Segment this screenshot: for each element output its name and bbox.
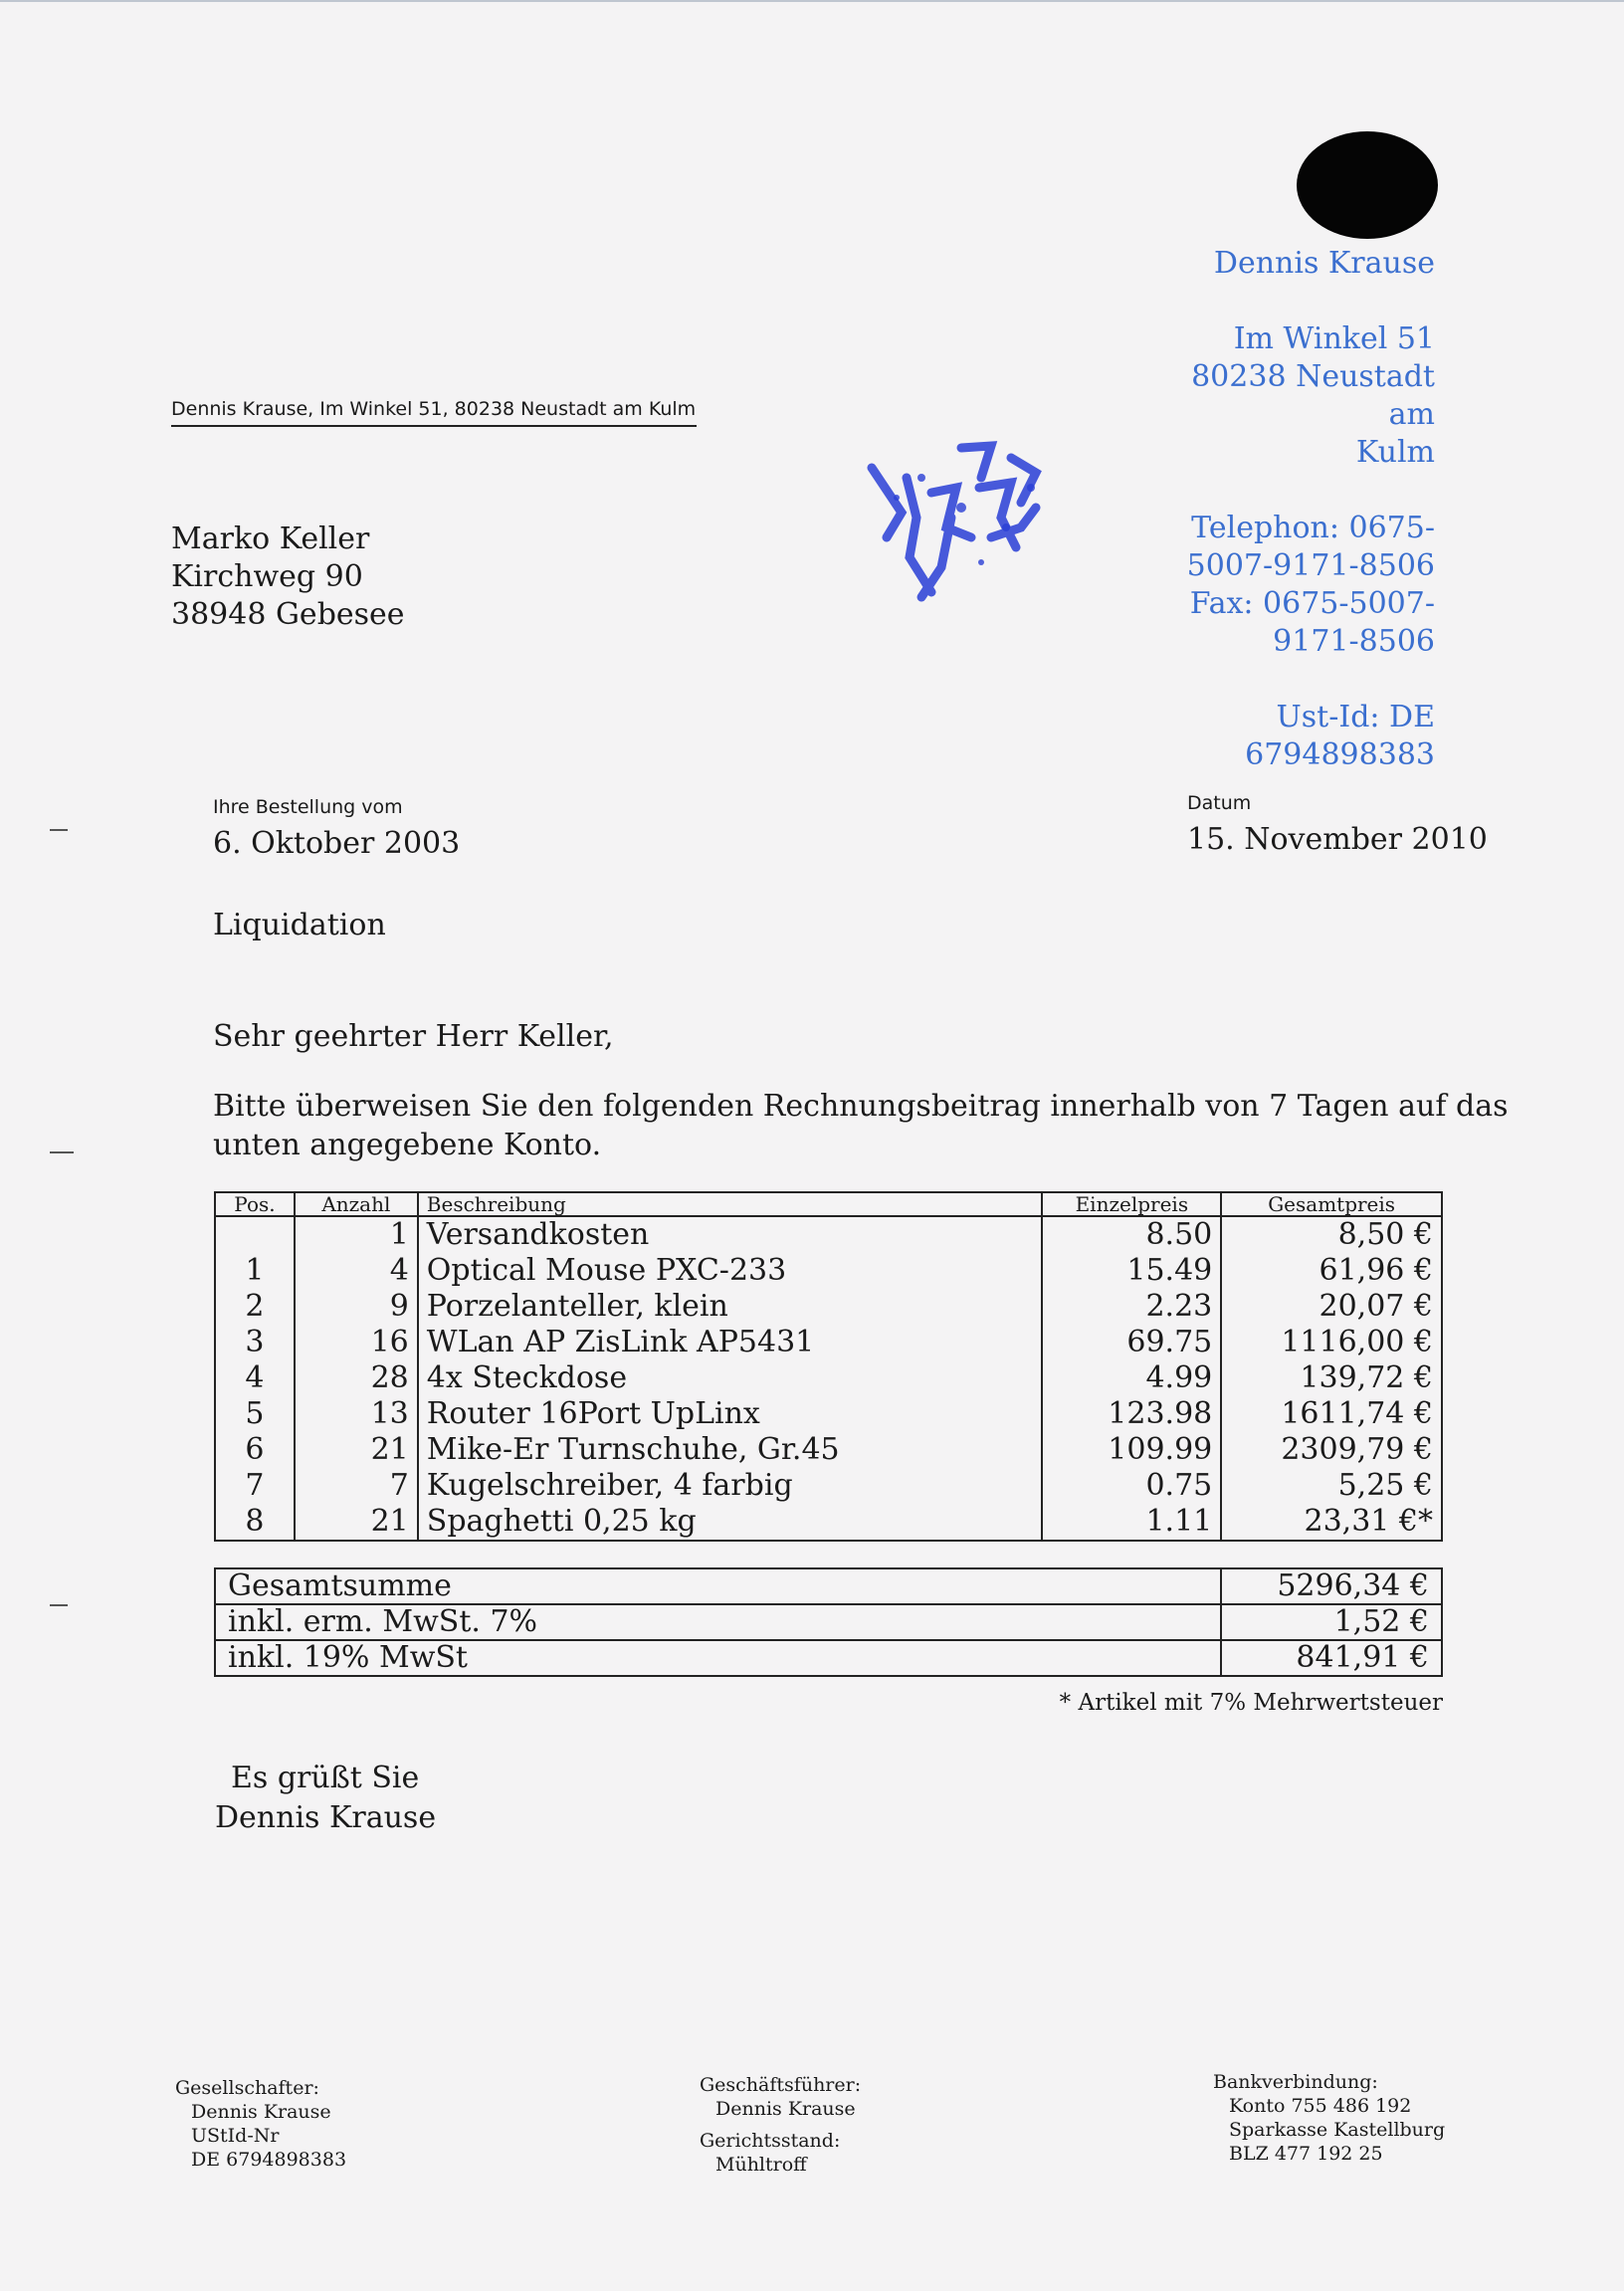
intro-line-2: unten angegebene Konto. <box>213 1128 602 1162</box>
sender-city-2: Kulm <box>1355 435 1435 470</box>
closing-greeting: Es grüßt Sie <box>231 1761 420 1795</box>
cell-total: 5,25 € <box>1221 1468 1442 1504</box>
cell-total: 23,31 €* <box>1221 1504 1442 1541</box>
footer-management-name: Dennis Krause <box>715 2098 856 2120</box>
cell-qty: 16 <box>295 1325 418 1360</box>
header-unit: Einzelpreis <box>1042 1192 1221 1216</box>
footer-management-title: Geschäftsführer: <box>700 2074 862 2096</box>
header-pos: Pos. <box>215 1192 295 1216</box>
sender-phone-2: 5007-9171-8506 <box>1186 548 1435 583</box>
recipient-name: Marko Keller <box>171 521 370 556</box>
footer-partners-title: Gesellschafter: <box>175 2077 319 2099</box>
cell-desc: Porzelanteller, klein <box>418 1289 1043 1325</box>
vat19-label: inkl. 19% MwSt <box>215 1640 1221 1676</box>
cell-total: 61,96 € <box>1221 1253 1442 1289</box>
redaction-mark <box>1297 131 1438 239</box>
footer-bank-account: Konto 755 486 192 <box>1229 2095 1412 2117</box>
header-total: Gesamtpreis <box>1221 1192 1442 1216</box>
cell-unit: 2.23 <box>1042 1289 1221 1325</box>
cell-unit: 0.75 <box>1042 1468 1221 1504</box>
footer-bank <box>1213 2070 1445 2166</box>
intro-text <box>213 1087 1508 1164</box>
total-row <box>215 1568 1442 1604</box>
cell-unit: 109.99 <box>1042 1432 1221 1468</box>
page-top-edge <box>0 0 1624 2</box>
sender-street: Im Winkel 51 <box>1233 321 1435 356</box>
invoice-date: 15. November 2010 <box>1187 822 1488 857</box>
table-row <box>215 1216 1442 1253</box>
cell-unit: 69.75 <box>1042 1325 1221 1360</box>
vat7-label: inkl. erm. MwSt. 7% <box>215 1604 1221 1640</box>
footer-partners <box>175 2076 346 2172</box>
totals-table <box>214 1567 1443 1677</box>
table-row <box>215 1396 1442 1432</box>
cell-pos <box>215 1216 295 1253</box>
cell-desc: Spaghetti 0,25 kg <box>418 1504 1043 1541</box>
footer-court-value: Mühltroff <box>715 2154 807 2176</box>
sender-block <box>1136 245 1435 774</box>
return-address-rule <box>171 425 697 427</box>
cell-qty: 1 <box>295 1216 418 1253</box>
table-row <box>215 1432 1442 1468</box>
cell-desc: Router 16Port UpLinx <box>418 1396 1043 1432</box>
order-label: Ihre Bestellung vom <box>213 796 403 818</box>
recipient-street: Kirchweg 90 <box>171 559 363 594</box>
intro-line-1: Bitte überweisen Sie den folgenden Rechnungsbeitrag innerhalb von 7 Tagen auf das <box>213 1089 1509 1124</box>
vat7-row <box>215 1604 1442 1640</box>
table-row <box>215 1325 1442 1360</box>
footer-partners-name: Dennis Krause <box>191 2101 331 2123</box>
items-table <box>214 1191 1443 1542</box>
cell-qty: 21 <box>295 1432 418 1468</box>
sender-fax-1: Fax: 0675-5007- <box>1189 586 1435 621</box>
cell-pos: 4 <box>215 1360 295 1396</box>
cell-total: 139,72 € <box>1221 1360 1442 1396</box>
cell-unit: 15.49 <box>1042 1253 1221 1289</box>
table-header-row <box>215 1192 1442 1216</box>
recipient-city: 38948 Gebesee <box>171 597 405 632</box>
sender-city-1: 80238 Neustadt am <box>1191 359 1435 432</box>
cell-total: 8,50 € <box>1221 1216 1442 1253</box>
cell-total: 1116,00 € <box>1221 1325 1442 1360</box>
footer-ustid-value: DE 6794898383 <box>191 2149 347 2171</box>
table-row <box>215 1360 1442 1396</box>
vat19-row <box>215 1640 1442 1676</box>
sender-name: Dennis Krause <box>1213 246 1435 281</box>
return-address: Dennis Krause, Im Winkel 51, 80238 Neustadt am Kulm <box>171 398 697 420</box>
cell-qty: 13 <box>295 1396 418 1432</box>
order-date: 6. Oktober 2003 <box>213 826 461 861</box>
sender-phone-1: Telephon: 0675- <box>1191 511 1435 545</box>
cell-qty: 28 <box>295 1360 418 1396</box>
vat7-value: 1,52 € <box>1221 1604 1442 1640</box>
ink-stamp <box>862 418 1061 607</box>
cell-pos: 3 <box>215 1325 295 1360</box>
vat19-value: 841,91 € <box>1221 1640 1442 1676</box>
cell-total: 1611,74 € <box>1221 1396 1442 1432</box>
punch-mark <box>50 1151 74 1153</box>
cell-total: 20,07 € <box>1221 1289 1442 1325</box>
footer-bank-blz: BLZ 477 192 25 <box>1229 2143 1383 2165</box>
table-row <box>215 1253 1442 1289</box>
cell-unit: 123.98 <box>1042 1396 1221 1432</box>
cell-pos: 5 <box>215 1396 295 1432</box>
header-desc: Beschreibung <box>418 1192 1043 1216</box>
header-qty: Anzahl <box>295 1192 418 1216</box>
cell-total: 2309,79 € <box>1221 1432 1442 1468</box>
footer-bank-title: Bankverbindung: <box>1213 2071 1378 2093</box>
cell-desc: Versandkosten <box>418 1216 1043 1253</box>
cell-desc: Optical Mouse PXC-233 <box>418 1253 1043 1289</box>
cell-qty: 4 <box>295 1253 418 1289</box>
cell-pos: 6 <box>215 1432 295 1468</box>
sender-ustid-1: Ust-Id: DE <box>1276 700 1435 734</box>
table-row <box>215 1468 1442 1504</box>
cell-pos: 8 <box>215 1504 295 1541</box>
cell-desc: Mike-Er Turnschuhe, Gr.45 <box>418 1432 1043 1468</box>
cell-pos: 2 <box>215 1289 295 1325</box>
subject: Liquidation <box>213 908 386 942</box>
cell-pos: 7 <box>215 1468 295 1504</box>
total-label: Gesamtsumme <box>215 1568 1221 1604</box>
cell-unit: 8.50 <box>1042 1216 1221 1253</box>
cell-qty: 7 <box>295 1468 418 1504</box>
fold-mark-top <box>50 829 68 831</box>
table-row <box>215 1289 1442 1325</box>
closing-name: Dennis Krause <box>215 1800 437 1835</box>
salutation: Sehr geehrter Herr Keller, <box>213 1019 614 1054</box>
cell-desc: Kugelschreiber, 4 farbig <box>418 1468 1043 1504</box>
footer-bank-name: Sparkasse Kastellburg <box>1229 2119 1446 2141</box>
sender-ustid-2: 6794898383 <box>1245 737 1435 772</box>
footnote: * Artikel mit 7% Mehrwertsteuer <box>1059 1690 1443 1716</box>
cell-pos: 1 <box>215 1253 295 1289</box>
cell-desc: WLan AP ZisLink AP5431 <box>418 1325 1043 1360</box>
table-row <box>215 1504 1442 1541</box>
cell-desc: 4x Steckdose <box>418 1360 1043 1396</box>
sender-fax-2: 9171-8506 <box>1273 624 1435 659</box>
total-value: 5296,34 € <box>1221 1568 1442 1604</box>
date-label: Datum <box>1187 792 1252 814</box>
cell-qty: 21 <box>295 1504 418 1541</box>
cell-unit: 1.11 <box>1042 1504 1221 1541</box>
cell-unit: 4.99 <box>1042 1360 1221 1396</box>
cell-qty: 9 <box>295 1289 418 1325</box>
footer-court-title: Gerichtsstand: <box>700 2130 841 2152</box>
footer-ustid-label: UStId-Nr <box>191 2125 280 2147</box>
recipient-address <box>171 521 405 634</box>
footer-management <box>700 2073 861 2177</box>
fold-mark-bottom <box>50 1604 68 1606</box>
